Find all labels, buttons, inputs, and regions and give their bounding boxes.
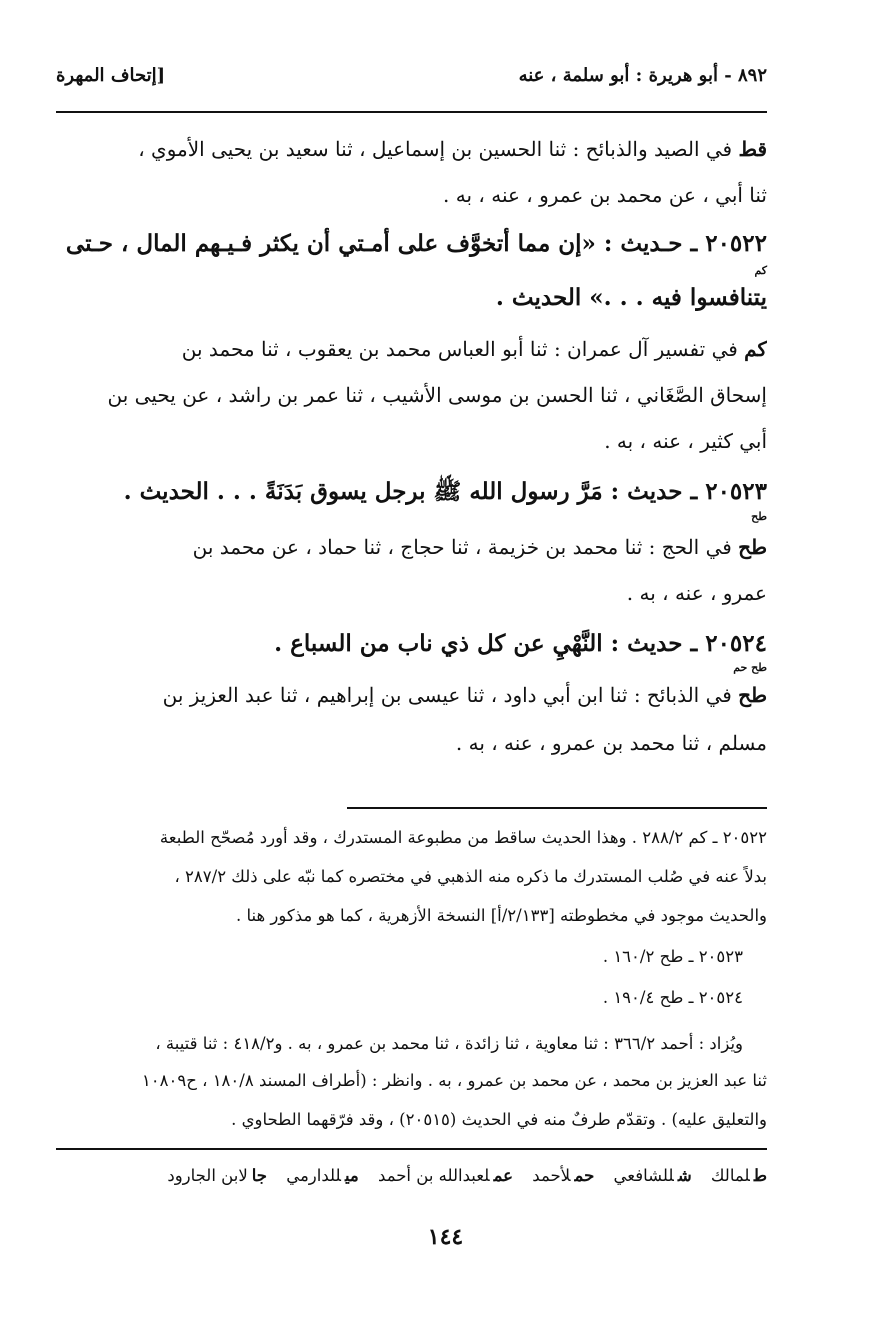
page-number: ١٤٤ <box>427 1224 464 1250</box>
source-symbol: كم <box>744 337 767 361</box>
legend-item: حملأحمد <box>532 1166 595 1185</box>
sigla-legend <box>56 1163 767 1189</box>
footnote-line: ٢٠٥٢٢ ـ كم ٢٨٨/٢ . وهذا الحديث ساقط من مطبوعة المستدرك ، وقد أورد مُصحّح الطبعة <box>159 828 767 847</box>
source-symbol: طح <box>738 683 767 707</box>
footnote-separator <box>347 807 767 809</box>
footnote-line: والحديث موجود في مخطوطته [٢/١٣٣/أ] النسخة الأزهرية ، كما هو مذكور هنا . <box>235 906 767 925</box>
hadith-sigla: طح حم <box>733 661 767 674</box>
paragraph-text: في الذبائح : ثنا ابن أبي داود ، ثنا عيسى بن إبراهيم ، ثنا عبد العزيز بن <box>162 683 732 707</box>
paragraph-line: إسحاق الصَّغَاني ، ثنا الحسن بن موسى الأشيب ، ثنا عمر بن راشد ، عن يحيى بن <box>107 383 767 407</box>
hadith-heading <box>56 474 767 510</box>
hadith-heading-text: ـ حـديث : «إن مما أتخوَّف على أمـتي أن يكثر فـيـهم المال ، حـتى <box>65 230 698 257</box>
source-symbol: طح <box>738 535 767 559</box>
legend-item: شللشافعي <box>613 1166 692 1185</box>
running-header-right: ٨٩٢ - أبو هريرة : أبو سلمة ، عنه <box>518 65 767 86</box>
running-header-left: [إتحاف المهرة <box>56 65 166 86</box>
hadith-heading-text: ـ حديث : النَّهْيِ عن كل ذي ناب من السباع . <box>274 630 698 657</box>
paragraph-line: ثنا أبي ، عن محمد بن عمرو ، عنه ، به . <box>443 183 767 207</box>
legend-rule <box>56 1148 767 1150</box>
hadith-heading-text: ـ حديث : مَرَّ رسول الله ﷺ برجل يسوق بَدَنَةً . . . الحديث . <box>123 478 698 505</box>
hadith-heading <box>56 626 767 662</box>
footnote-line: ٢٠٥٢٣ ـ طح ١٦٠/٢ . <box>602 947 743 966</box>
footnote-line: ويُزاد : أحمد ٣٦٦/٢ : ثنا معاوية ، ثنا زائدة ، ثنا محمد بن عمرو ، به . و٤١٨/٢ : ثنا قتيبة ، <box>155 1034 743 1053</box>
hadith-number: ٢٠٥٢٣ <box>705 478 767 505</box>
paragraph-text: في تفسير آل عمران : ثنا أبو العباس محمد بن يعقوب ، ثنا محمد بن <box>181 337 738 361</box>
hadith-number: ٢٠٥٢٢ <box>705 230 767 257</box>
legend-item: ميللدارمي <box>286 1166 359 1185</box>
hadith-sigla: كم <box>754 264 767 277</box>
hadith-heading <box>56 226 767 262</box>
legend-item: جالابن الجارود <box>167 1166 267 1185</box>
paragraph-text: في الصيد والذبائح : ثنا الحسين بن إسماعيل ، ثنا سعيد بن يحيى الأموي ، <box>138 137 733 161</box>
hadith-number: ٢٠٥٢٤ <box>705 630 767 657</box>
paragraph-line <box>56 680 767 710</box>
footnote-line: والتعليق عليه) . وتقدّم طرفٌ منه في الحديث (٢٠٥١٥) ، وقد فرّقهما الطحاوي . <box>231 1110 767 1129</box>
paragraph-line: مسلم ، ثنا محمد بن عمرو ، عنه ، به . <box>455 731 767 755</box>
source-symbol: قط <box>738 137 767 161</box>
legend-item: عملعبدالله بن أحمد <box>378 1166 514 1185</box>
paragraph-line <box>56 134 767 164</box>
paragraph-text: في الحج : ثنا محمد بن خزيمة ، ثنا حجاج ، ثنا حماد ، عن محمد بن <box>192 535 732 559</box>
footnote-line: ثنا عبد العزيز بن محمد ، عن محمد بن عمرو ، به . وانظر : (أطراف المسند ١٨٠/٨ ، ح١٠٨٠٩ <box>141 1071 767 1090</box>
legend-item: طلمالك <box>710 1166 767 1185</box>
hadith-sigla: طح <box>751 510 767 523</box>
header-rule <box>56 111 767 113</box>
paragraph-line: أبي كثير ، عنه ، به . <box>604 429 767 453</box>
footnote-line: بدلاً عنه في صُلب المستدرك ما ذكره منه الذهبي في مختصره كما نبّه على ذلك ٢٨٧/٢ ، <box>174 867 767 886</box>
footnote-line: ٢٠٥٢٤ ـ طح ١٩٠/٤ . <box>602 988 743 1007</box>
paragraph-line <box>56 532 767 562</box>
paragraph-line <box>56 334 767 364</box>
hadith-heading-line: يتنافسوا فيه . . .» الحديث . <box>495 284 767 311</box>
paragraph-line: عمرو ، عنه ، به . <box>626 581 767 605</box>
